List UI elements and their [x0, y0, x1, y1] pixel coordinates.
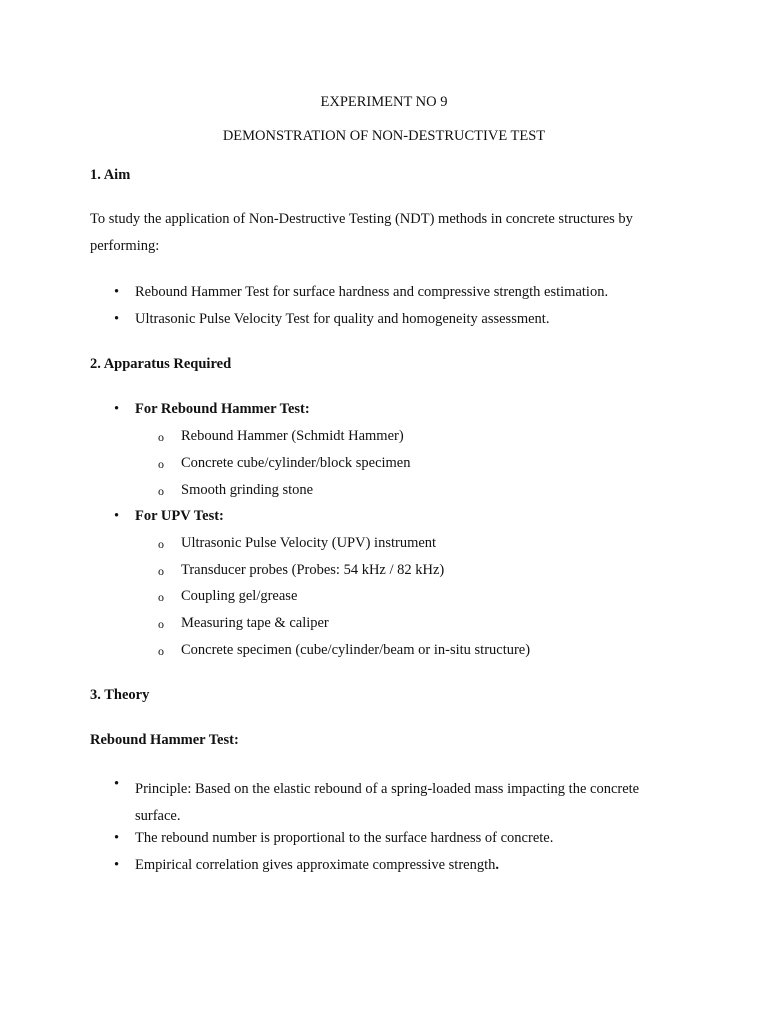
list-item-text: Transducer probes (Probes: 54 kHz / 82 kHz)	[181, 562, 445, 578]
list-item-text: Ultrasonic Pulse Velocity (UPV) instrument	[181, 535, 437, 551]
bullet-icon: •	[114, 776, 120, 792]
bullet-icon: •	[114, 284, 120, 300]
experiment-subtitle: DEMONSTRATION OF NON-DESTRUCTIVE TEST	[222, 128, 546, 144]
list-item-text: Smooth grinding stone	[181, 482, 314, 498]
list-item-text: The rebound number is proportional to the surface hardness of concrete.	[135, 830, 554, 846]
sub-bullet-icon: o	[158, 564, 164, 578]
aim-heading: 1. Aim	[90, 167, 131, 183]
list-item-text: Rebound Hammer (Schmidt Hammer)	[181, 428, 404, 444]
list-item-text: Measuring tape & caliper	[181, 615, 329, 631]
list-item-text: Coupling gel/grease	[181, 588, 298, 604]
aim-paragraph: To study the application of Non-Destructive Testing (NDT) methods in concrete structures by performing:	[90, 211, 633, 254]
bullet-icon: •	[114, 508, 120, 524]
apparatus-heading: 2. Apparatus Required	[90, 356, 232, 372]
bullet-icon: •	[114, 857, 120, 873]
list-item-text: Ultrasonic Pulse Velocity Test for quality and homogeneity assessment.	[135, 311, 550, 327]
list-item-text	[135, 857, 499, 874]
sub-bullet-icon: o	[158, 457, 164, 471]
bullet-icon: •	[114, 311, 120, 327]
sub-bullet-icon: o	[158, 484, 164, 498]
rebound-hammer-subheading: Rebound Hammer Test:	[90, 732, 239, 748]
theory-heading: 3. Theory	[90, 687, 150, 703]
sub-bullet-icon: o	[158, 590, 164, 604]
list-item-text: Rebound Hammer Test for surface hardness and compressive strength estimation.	[135, 284, 609, 300]
experiment-title: EXPERIMENT NO 9	[320, 94, 448, 110]
sub-bullet-icon: o	[158, 644, 164, 658]
list-item-text: Concrete specimen (cube/cylinder/beam or in-situ structure)	[181, 642, 531, 658]
group-label-upv: For UPV Test:	[135, 508, 224, 524]
list-item-text-main: Empirical correlation gives approximate compressive strength	[135, 857, 496, 873]
sub-bullet-icon: o	[158, 430, 164, 444]
final-period: .	[495, 857, 499, 873]
bullet-icon: •	[114, 830, 120, 846]
list-item-text: Concrete cube/cylinder/block specimen	[181, 455, 411, 471]
sub-bullet-icon: o	[158, 617, 164, 631]
group-label-rebound: For Rebound Hammer Test:	[135, 401, 310, 417]
bullet-icon: •	[114, 401, 120, 417]
sub-bullet-icon: o	[158, 537, 164, 551]
list-item-text: Principle: Based on the elastic rebound of a spring-loaded mass impacting the concrete surface.	[135, 781, 640, 824]
